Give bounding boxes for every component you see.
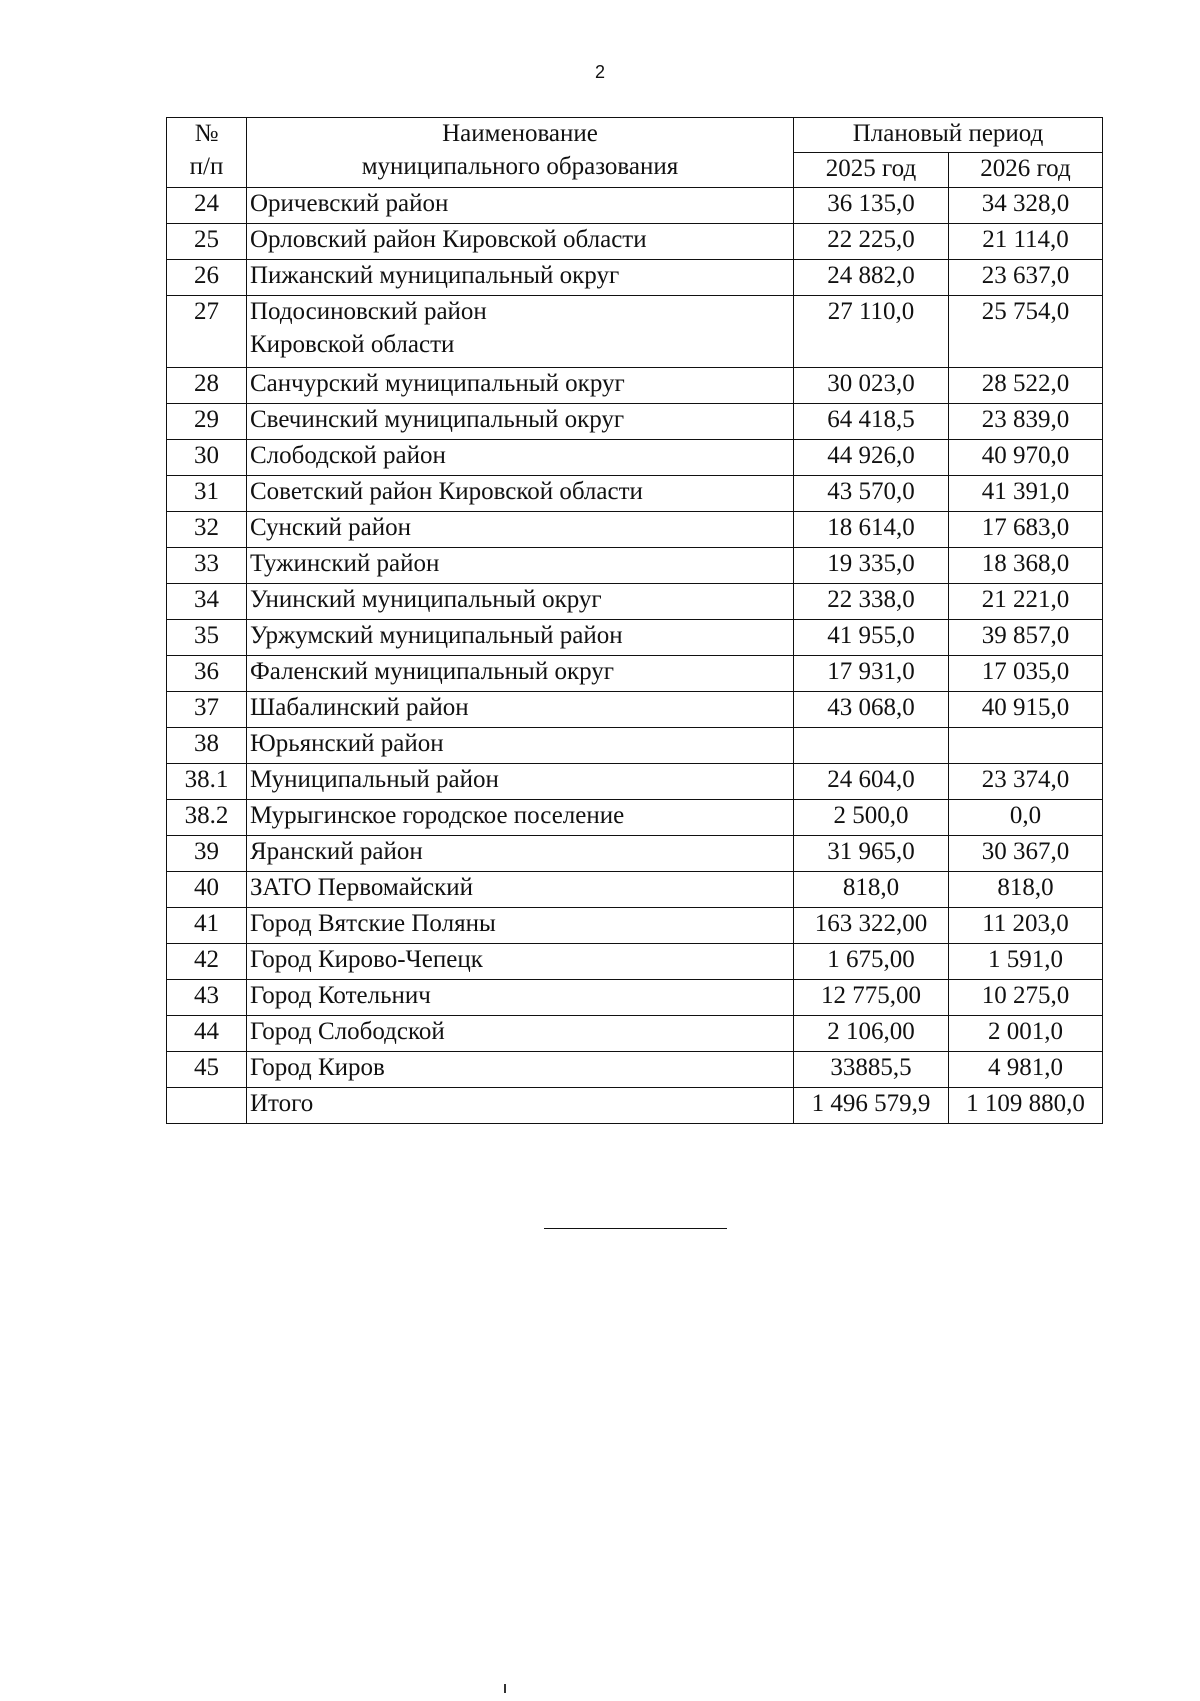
row-value-2025: 44 926,0 xyxy=(794,440,949,476)
row-name: Шабалинский район xyxy=(247,692,794,728)
row-number: 38.1 xyxy=(167,764,247,800)
row-value-2025: 31 965,0 xyxy=(794,836,949,872)
row-number: 25 xyxy=(167,224,247,260)
row-value-2026: 23 839,0 xyxy=(949,404,1103,440)
table-body xyxy=(167,188,1103,1124)
row-value-2026: 25 754,0 xyxy=(949,296,1103,368)
total-value-2026: 1 109 880,0 xyxy=(949,1088,1103,1124)
table-row xyxy=(167,692,1103,728)
row-name: Орловский район Кировской области xyxy=(247,224,794,260)
row-name: ЗАТО Первомайский xyxy=(247,872,794,908)
row-name: Яранский район xyxy=(247,836,794,872)
budget-allocation-table xyxy=(166,117,1103,1124)
row-name xyxy=(247,296,794,368)
row-name: Свечинский муниципальный округ xyxy=(247,404,794,440)
row-name: Город Котельнич xyxy=(247,980,794,1016)
row-name-line1: Подосиновский район xyxy=(250,298,487,325)
row-name: Фаленский муниципальный округ xyxy=(247,656,794,692)
row-name: Пижанский муниципальный округ xyxy=(247,260,794,296)
row-name-line2: Кировской области xyxy=(250,330,455,358)
header-planning-period: Плановый период xyxy=(794,118,1103,153)
row-name: Мурыгинское городское поселение xyxy=(247,800,794,836)
row-name: Сунский район xyxy=(247,512,794,548)
row-number: 36 xyxy=(167,656,247,692)
row-number: 32 xyxy=(167,512,247,548)
table-row xyxy=(167,1052,1103,1088)
total-label: Итого xyxy=(247,1088,794,1124)
row-name: Юрьянский район xyxy=(247,728,794,764)
row-value-2025: 33885,5 xyxy=(794,1052,949,1088)
row-number: 26 xyxy=(167,260,247,296)
header-name-line1: Наименование xyxy=(442,120,598,147)
header-number xyxy=(167,118,247,188)
row-value-2026: 18 368,0 xyxy=(949,548,1103,584)
row-number: 33 xyxy=(167,548,247,584)
header-name-line2: муниципального образования xyxy=(361,152,679,180)
table-row xyxy=(167,872,1103,908)
row-number: 31 xyxy=(167,476,247,512)
table-row xyxy=(167,188,1103,224)
row-value-2025: 2 500,0 xyxy=(794,800,949,836)
row-value-2026: 23 637,0 xyxy=(949,260,1103,296)
row-name: Город Слободской xyxy=(247,1016,794,1052)
row-value-2026: 1 591,0 xyxy=(949,944,1103,980)
header-number-line2: п/п xyxy=(189,152,224,180)
row-name: Слободской район xyxy=(247,440,794,476)
row-name: Город Киров xyxy=(247,1052,794,1088)
row-value-2026: 17 683,0 xyxy=(949,512,1103,548)
row-value-2025: 43 570,0 xyxy=(794,476,949,512)
row-value-2025: 64 418,5 xyxy=(794,404,949,440)
row-number: 35 xyxy=(167,620,247,656)
total-value-2025: 1 496 579,9 xyxy=(794,1088,949,1124)
table-row xyxy=(167,620,1103,656)
row-number: 38.2 xyxy=(167,800,247,836)
table-row xyxy=(167,404,1103,440)
table-row xyxy=(167,800,1103,836)
end-separator-line xyxy=(544,1228,727,1229)
row-value-2025: 30 023,0 xyxy=(794,368,949,404)
row-value-2025: 18 614,0 xyxy=(794,512,949,548)
row-value-2025: 24 604,0 xyxy=(794,764,949,800)
row-value-2026: 0,0 xyxy=(949,800,1103,836)
table-row xyxy=(167,980,1103,1016)
table-row xyxy=(167,764,1103,800)
row-value-2025: 24 882,0 xyxy=(794,260,949,296)
row-value-2025: 163 322,00 xyxy=(794,908,949,944)
row-value-2025: 17 931,0 xyxy=(794,656,949,692)
table-row xyxy=(167,656,1103,692)
total-number xyxy=(167,1088,247,1124)
row-number: 24 xyxy=(167,188,247,224)
table-row xyxy=(167,728,1103,764)
row-name: Город Кирово-Чепецк xyxy=(247,944,794,980)
row-number: 34 xyxy=(167,584,247,620)
row-number: 40 xyxy=(167,872,247,908)
row-value-2026: 11 203,0 xyxy=(949,908,1103,944)
header-year-2025: 2025 год xyxy=(794,153,949,188)
total-row xyxy=(167,1088,1103,1124)
row-name: Тужинский район xyxy=(247,548,794,584)
header-name xyxy=(247,118,794,188)
row-value-2025 xyxy=(794,728,949,764)
row-name: Уржумский муниципальный район xyxy=(247,620,794,656)
table-row xyxy=(167,368,1103,404)
row-number: 38 xyxy=(167,728,247,764)
row-name: Санчурский муниципальный округ xyxy=(247,368,794,404)
table-row xyxy=(167,224,1103,260)
row-value-2025: 1 675,00 xyxy=(794,944,949,980)
row-value-2025: 27 110,0 xyxy=(794,296,949,368)
row-value-2026: 21 221,0 xyxy=(949,584,1103,620)
table-row xyxy=(167,260,1103,296)
table-row xyxy=(167,296,1103,368)
row-value-2025: 43 068,0 xyxy=(794,692,949,728)
row-value-2026 xyxy=(949,728,1103,764)
row-name: Оричевский район xyxy=(247,188,794,224)
row-value-2025: 22 225,0 xyxy=(794,224,949,260)
table-row xyxy=(167,836,1103,872)
table-row xyxy=(167,944,1103,980)
row-name: Советский район Кировской области xyxy=(247,476,794,512)
row-number: 29 xyxy=(167,404,247,440)
row-value-2026: 2 001,0 xyxy=(949,1016,1103,1052)
row-name: Муниципальный район xyxy=(247,764,794,800)
row-name: Унинский муниципальный округ xyxy=(247,584,794,620)
row-value-2025: 2 106,00 xyxy=(794,1016,949,1052)
row-number: 39 xyxy=(167,836,247,872)
table-row xyxy=(167,1016,1103,1052)
row-value-2025: 19 335,0 xyxy=(794,548,949,584)
row-value-2026: 30 367,0 xyxy=(949,836,1103,872)
table-row xyxy=(167,440,1103,476)
row-value-2026: 34 328,0 xyxy=(949,188,1103,224)
header-number-line1: № xyxy=(194,120,219,147)
row-number: 30 xyxy=(167,440,247,476)
table-row xyxy=(167,908,1103,944)
row-number: 41 xyxy=(167,908,247,944)
row-number: 42 xyxy=(167,944,247,980)
row-number: 28 xyxy=(167,368,247,404)
scan-mark xyxy=(504,1684,506,1693)
table-row xyxy=(167,584,1103,620)
row-value-2026: 23 374,0 xyxy=(949,764,1103,800)
row-value-2025: 12 775,00 xyxy=(794,980,949,1016)
row-value-2026: 39 857,0 xyxy=(949,620,1103,656)
table-row xyxy=(167,476,1103,512)
row-value-2026: 41 391,0 xyxy=(949,476,1103,512)
row-value-2025: 41 955,0 xyxy=(794,620,949,656)
row-value-2026: 818,0 xyxy=(949,872,1103,908)
row-value-2026: 40 915,0 xyxy=(949,692,1103,728)
row-number: 45 xyxy=(167,1052,247,1088)
row-number: 27 xyxy=(167,296,247,368)
row-value-2026: 10 275,0 xyxy=(949,980,1103,1016)
row-number: 37 xyxy=(167,692,247,728)
row-value-2025: 22 338,0 xyxy=(794,584,949,620)
row-value-2026: 17 035,0 xyxy=(949,656,1103,692)
row-value-2026: 40 970,0 xyxy=(949,440,1103,476)
row-value-2026: 4 981,0 xyxy=(949,1052,1103,1088)
row-value-2025: 36 135,0 xyxy=(794,188,949,224)
header-year-2026: 2026 год xyxy=(949,153,1103,188)
page-number: 2 xyxy=(594,62,605,82)
row-number: 44 xyxy=(167,1016,247,1052)
row-number: 43 xyxy=(167,980,247,1016)
table-header xyxy=(167,118,1103,188)
row-value-2026: 28 522,0 xyxy=(949,368,1103,404)
row-value-2026: 21 114,0 xyxy=(949,224,1103,260)
table-row xyxy=(167,512,1103,548)
table-row xyxy=(167,548,1103,584)
row-name: Город Вятские Поляны xyxy=(247,908,794,944)
row-value-2025: 818,0 xyxy=(794,872,949,908)
